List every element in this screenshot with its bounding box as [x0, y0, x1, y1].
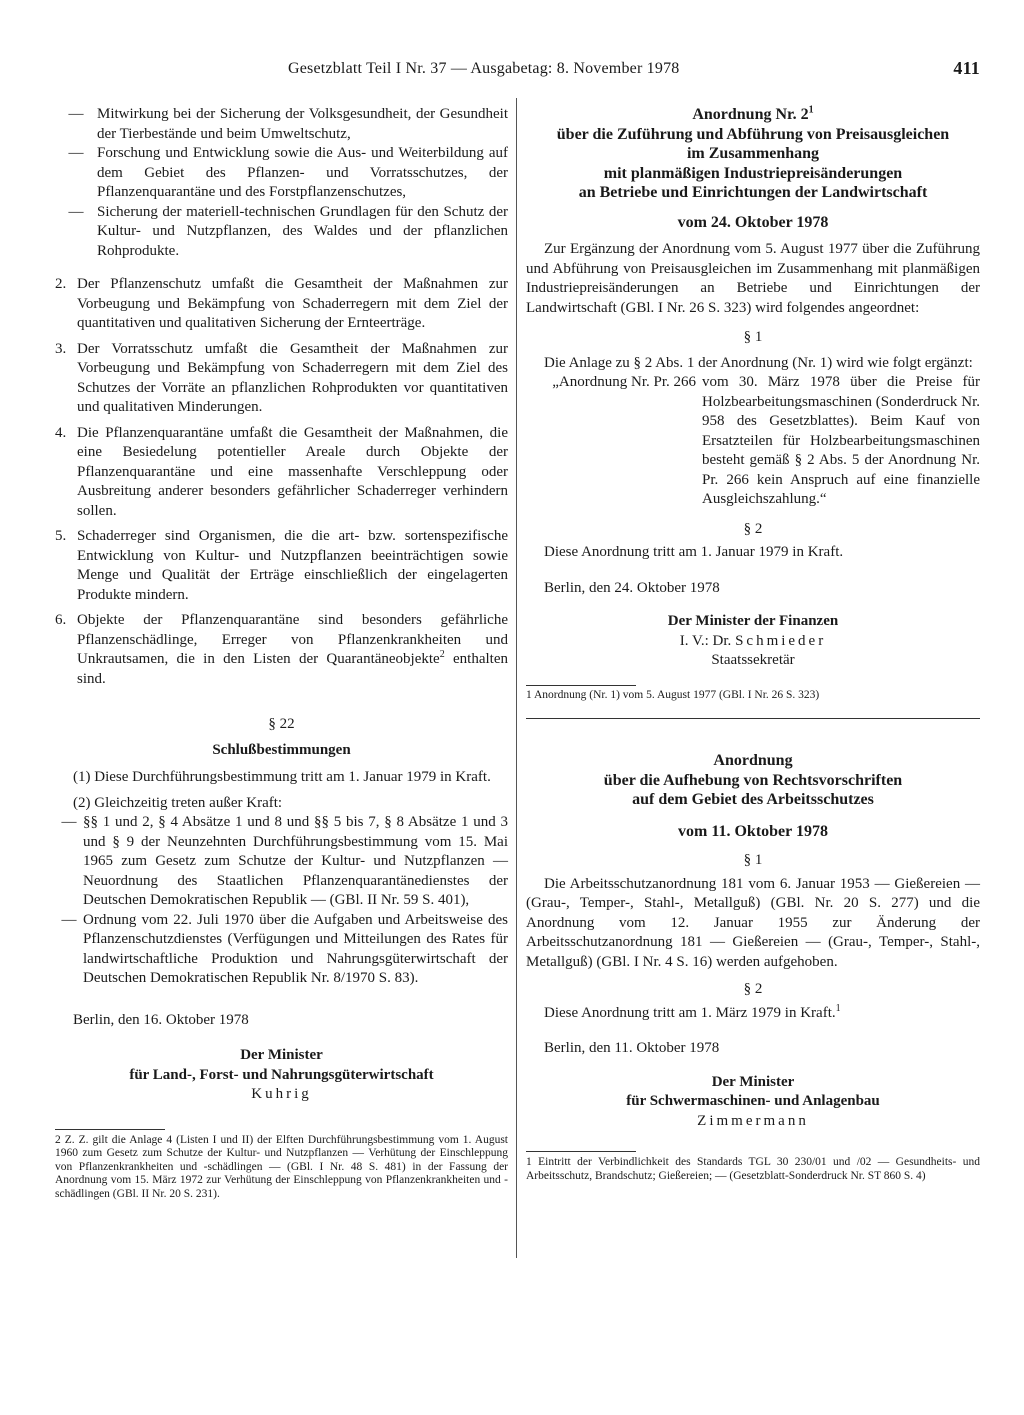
header-title: Gesetzblatt Teil I Nr. 37 — Ausgabetag: 8. November 1978	[288, 60, 680, 77]
section-2-text: Diese Anordnung tritt am 1. März 1979 in Kraft.$^1$	[544, 1002, 841, 1021]
right-column	[526, 105, 980, 1183]
signature-name: I. V.: Dr. Schmieder	[679, 632, 827, 649]
left-column	[55, 105, 508, 1201]
numbered-item: 5. Schaderreger sind Organismen, die die art- bzw. sortenspezifische Entwicklung von Kultur- und Nutzpflanzen beeinträchtigen sowie Menge und Qualität der Erträge einschließlich der eingelagerten Produkte mindern.	[55, 528, 508, 603]
section-heading: Schlußbestimmungen	[212, 741, 351, 758]
order-intro: Zur Ergänzung der Anordnung vom 5. August 1977 über die Zuführung und Abführung von Preisausgleichen im Zusammenhang mit planmäßigen Industriepreisänderungen an Betriebe und Einrichtungen der Landwirtschaft (GBl. I Nr. 26 S. 323) wird folgendes angeordnet:	[526, 241, 980, 316]
order-title: Anordnung	[713, 752, 793, 769]
date-line: Berlin, den 16. Oktober 1978	[73, 1011, 249, 1028]
column-divider	[516, 98, 517, 1258]
section-22-number: § 22	[268, 716, 295, 732]
paragraph-1: (1) Diese Durchführungsbestimmung tritt am 1. Januar 1979 in Kraft.	[73, 769, 491, 785]
numbered-item: 6. Objekte der Pflanzenquarantäne sind besonders gefährliche Pflanzenschädlinge, Erreger von Pflanzenkrankheiten und Unkrautsamen, die in den Listen der Quarantäneobjekte$^2$ enthalten sind.	[55, 612, 508, 687]
order-date: vom 24. Oktober 1978	[677, 213, 829, 231]
page-header	[288, 60, 980, 88]
section-1-number: § 1	[743, 852, 763, 868]
paragraph-2: (2) Gleichzeitig treten außer Kraft:	[73, 794, 283, 811]
footnote-1: 1 Anordnung (Nr. 1) vom 5. August 1977 (GBl. I Nr. 26 S. 323)	[526, 688, 820, 701]
date-line: Berlin, den 24. Oktober 1978	[544, 579, 720, 596]
date-line: Berlin, den 11. Oktober 1978	[544, 1040, 720, 1056]
numbered-item: 3. Der Vorratsschutz umfaßt die Gesamtheit der Maßnahmen zur Vorbeugung und Bekämpfung von Schaderregern mit dem Ziel des Schutzes der Vorräte an pflanzlichen Rohprodukten vor quantitativen und qualitativen Minderungen.	[55, 340, 508, 415]
repeal-item: — Ordnung vom 22. Juli 1970 über die Aufgaben und Arbeitsweise des Pflanzenschutzdienstes (Verfügungen und Mitteilungen des Rates für landwirtschaftliche Produktion und Nahrungsgüterwirtschaft der Deutschen Demokratischen Republik Nr. 8/1970 S. 83).	[61, 911, 508, 986]
order-subtitle: über die Zuführung und Abführung von Preisausgleichen	[556, 125, 950, 143]
order-subtitle: auf dem Gebiet des Arbeitsschutzes	[632, 791, 874, 808]
footnote-2: 2 Z. Z. gilt die Anlage 4 (Listen I und II) der Elften Durchführungsbestimmung vom 1. August 1960 zum Gesetz zum Schutze der Kultur- und Nutzpflanzen — Verhütung der Einschleppung von Pflanzenkrankheiten und -schädlingen — (GBl. I Nr. 48 S. 481) in der Fassung der Anordnung vom 15. März 1972 zur Verhütung der Einschleppung von Pflanzenkrankheiten und -schädlingen (GBl. II Nr. 20 S. 231).	[55, 1133, 508, 1200]
signature-title: Der Minister	[240, 1047, 323, 1063]
section-2-number: § 2	[743, 520, 763, 537]
page-number: 411	[953, 58, 980, 78]
signature-ministry: für Schwermaschinen- und Anlagenbau	[626, 1093, 880, 1109]
signature-ministry: für Land-, Forst- und Nahrungsgüterwirtschaft	[129, 1066, 434, 1083]
repeal-item: — §§ 1 und 2, § 4 Absätze 1 und 8 und §§ 5 bis 7, § 8 Absätze 1 und 3 und § 9 der Neunzehnten Durchführungsbestimmung vom 15. Mai 1965 zum Gesetz zum Schutze der Kultur- und Nutzpflanzen — Neuordnung des Staatlichen Pflanzenquarantänedienstes der Deutschen Demokratischen Republik — (GBl. II Nr. 59 S. 401),	[61, 814, 508, 908]
section-1-number: § 1	[743, 329, 763, 345]
numbered-item: 2. Der Pflanzenschutz umfaßt die Gesamtheit der Maßnahmen zur Vorbeugung und Bekämpfung von Schaderregern mit dem Ziel der quantitativen und qualitativen Sicherung der Ernteerträge.	[55, 276, 508, 331]
signature-name: Kuhrig	[251, 1086, 312, 1102]
bullet-item: — Sicherung der materiell-technischen Grundlagen für den Schutz der Kultur- und Nutzpflanzen, des Waldes und der pflanzlichen Rohprodukte.	[68, 203, 508, 259]
section-1-text: Die Arbeitsschutzanordnung 181 vom 6. Januar 1953 — Gießereien — (Grau-, Temper-, Stahl-, Metallguß) (GBl. Nr. 20 S. 277) und die Anordnung vom 12. Januar 1955 zur Änderung der Arbeitsschutzanordnung 181 — Gießereien — (Grau-, Temper-, Stahl-, Metallguß) (GBl. I Nr. 4 S. 16) werden aufgehoben.	[526, 875, 980, 970]
signature-name: Zimmermann	[697, 1112, 809, 1129]
signature-role: Staatssekretär	[711, 652, 795, 668]
bullet-item: — Forschung und Entwicklung sowie die Aus- und Weiterbildung auf dem Gebiet des Pflanzen- und Vorratsschutzes, der Pflanzenquarantäne und des Forstpflanzenschutzes,	[68, 145, 508, 200]
footnote-1: 1 Eintritt der Verbindlichkeit des Standards TGL 30 230/01 und /02 — Gesundheits- und Arbeitsschutz, Brandschutz; Gießereien; — (Gesetzblatt-Sonderdruck Nr. ST 860 S. 4)	[526, 1156, 980, 1182]
section-2-number: § 2	[743, 981, 763, 997]
order-subtitle: über die Aufhebung von Rechtsvorschriften	[603, 771, 903, 789]
bullet-item: — Mitwirkung bei der Sicherung der Volksgesundheit, der Gesundheit der Tierbestände und beim Umweltschutz,	[68, 106, 508, 142]
amendment-quote: „Anordnung Nr. Pr. 266 vom 30. März 1978 über die Preise für Holzbearbeitungsmaschinen (Sonderdruck Nr. 958 des Gesetzblattes). Beim Kauf von Ersatzteilen für Holzbearbeitungsmaschinen besteht gemäß § 2 Abs. 5 der Anordnung Nr. Pr. 266 kein Anspruch auf eine finanzielle Ausgleichszahlung.“	[552, 374, 980, 507]
order-subtitle: an Betriebe und Einrichtungen der Landwirtschaft	[578, 184, 928, 201]
signature-title: Der Minister	[711, 1073, 795, 1090]
section-2-text: Diese Anordnung tritt am 1. Januar 1979 in Kraft.	[544, 544, 844, 560]
order-title: Anordnung Nr. $2^1$	[692, 104, 814, 123]
order-date: vom 11. Oktober 1978	[678, 822, 828, 840]
order-subtitle: im Zusammenhang	[686, 145, 820, 162]
signature-title: Der Minister der Finanzen	[667, 613, 839, 629]
order-subtitle: mit planmäßigen Industriepreisänderungen	[603, 164, 903, 182]
section-1-text: Die Anlage zu § 2 Abs. 1 der Anordnung (Nr. 1) wird wie folgt ergänzt:	[544, 354, 973, 371]
numbered-item: 4. Die Pflanzenquarantäne umfaßt die Gesamtheit der Maßnahmen, die eine Besiedelung potentieller Areale durch Objekte der Pflanzenquarantäne und eine massenhafte Verschleppung oder Ausbreitung anderer besonders gefährlicher Schaderreger verhindern sollen.	[55, 424, 508, 519]
